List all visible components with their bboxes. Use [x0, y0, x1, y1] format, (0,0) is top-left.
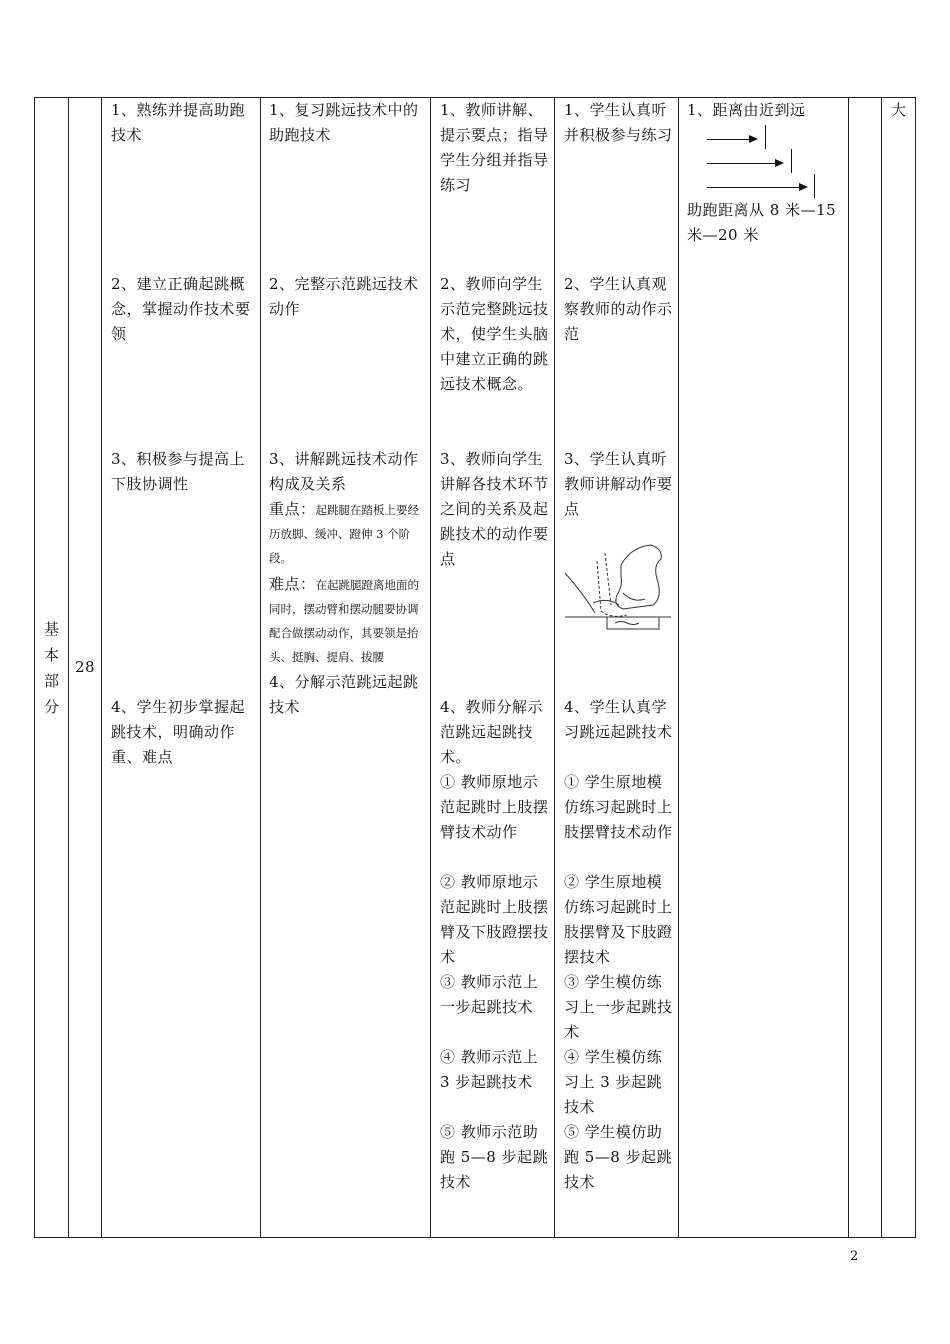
teacher-3: 3、教师向学生讲解各技术环节之间的关系及起跳技术的动作要点 — [440, 450, 549, 568]
teacher-cell — [431, 98, 555, 1238]
teacher-4: 4、教师分解示范跳远起跳技术。 — [440, 698, 544, 766]
distance-arrows-diagram — [679, 98, 849, 208]
student-4-5: ⑤ 学生模仿助跑 5—8 步起跳技术 — [564, 1123, 673, 1191]
teacher-2: 2、教师向学生示范完整跳远技术，使学生头脑中建立正确的跳远技术概念。 — [440, 275, 549, 393]
student-cell — [555, 98, 679, 1238]
student-4-3: ③ 学生模仿练习上一步起跳技术 — [564, 973, 673, 1041]
student-4-1: ① 学生原地模仿练习起跳时上肢摆臂技术动作 — [564, 773, 673, 841]
arrow-short-head — [749, 135, 758, 143]
marker-short — [765, 125, 766, 149]
organization-2: 助跑距离从 8 米—15 米—20 米 — [687, 201, 837, 244]
content-4: 4、分解示范跳远起跳技术 — [269, 673, 419, 716]
arrow-long — [707, 187, 801, 188]
intensity-cell — [882, 98, 916, 1238]
goals-cell — [102, 98, 261, 1238]
student-4-2: ② 学生原地模仿练习起跳时上肢摆臂及下肢蹬摆技术 — [564, 873, 673, 966]
content-1: 1、复习跳远技术中的助跑技术 — [269, 101, 419, 144]
teacher-1: 1、教师讲解、提示要点；指导学生分组并指导练习 — [440, 101, 549, 194]
key-point-text: 起跳腿在踏板上要经历放脚、缓冲、蹬伸 3 个阶段。 — [269, 503, 420, 565]
marker-medium — [791, 149, 792, 173]
content-3: 3、讲解跳远技术动作构成及关系 — [269, 450, 419, 493]
blank-cell — [849, 98, 882, 1238]
organization-cell — [679, 98, 849, 1238]
key-point-label: 重点： — [269, 500, 316, 518]
difficult-point-text: 在起跳腿蹬离地面的同时，摆动臂和摆动腿要协调配合做摆动动作，其要领是抬头、挺胸、提肩、拔腰 — [269, 578, 420, 664]
arrow-short — [707, 139, 751, 140]
arrow-long-head — [799, 183, 808, 191]
student-2: 2、学生认真观察教师的动作示范 — [564, 275, 673, 343]
duration-value: 28 — [74, 658, 96, 676]
page-number: 2 — [850, 1249, 859, 1264]
lesson-plan-table — [34, 97, 916, 1238]
key-point — [269, 497, 425, 570]
goal-1: 1、熟练并提高助跑技术 — [111, 101, 246, 144]
content-cell — [261, 98, 431, 1238]
duration-cell — [69, 98, 102, 1238]
content-2: 2、完整示范跳远技术动作 — [269, 275, 419, 318]
student-4-4: ④ 学生模仿练习上 3 步起跳技术 — [564, 1048, 663, 1116]
goal-2: 2、建立正确起跳概念，掌握动作技术要领 — [111, 275, 251, 343]
organization-1: 1、距离由近到远 — [687, 101, 806, 119]
teacher-4-3: ③ 教师示范上一步起跳技术 — [440, 973, 539, 1016]
teacher-4-5: ⑤ 教师示范助跑 5—8 步起跳技术 — [440, 1123, 549, 1191]
intensity-value: 大 — [891, 101, 907, 119]
student-4: 4、学生认真学习跳远起跳技术 — [564, 698, 673, 741]
student-3: 3、学生认真听教师讲解动作要点 — [564, 450, 673, 518]
takeoff-foot-illustration — [563, 543, 673, 635]
teacher-4-4: ④ 教师示范上 3 步起跳技术 — [440, 1048, 539, 1091]
section-label: 基 本 部 分 — [43, 619, 59, 716]
teacher-4-1: ① 教师原地示范起跳时上肢摆臂技术动作 — [440, 773, 549, 841]
goal-3: 3、积极参与提高上下肢协调性 — [111, 450, 246, 493]
difficult-point — [269, 572, 425, 669]
difficult-point-label: 难点： — [269, 575, 316, 593]
marker-long — [814, 174, 815, 198]
student-1: 1、学生认真听并积极参与练习 — [564, 101, 673, 144]
teacher-4-2: ② 教师原地示范起跳时上肢摆臂及下肢蹬摆技术 — [440, 873, 549, 966]
goal-4: 4、学生初步掌握起跳技术，明确动作重、难点 — [111, 698, 246, 766]
section-label-cell — [35, 98, 69, 1238]
arrow-medium-head — [775, 159, 784, 167]
arrow-medium — [707, 163, 777, 164]
